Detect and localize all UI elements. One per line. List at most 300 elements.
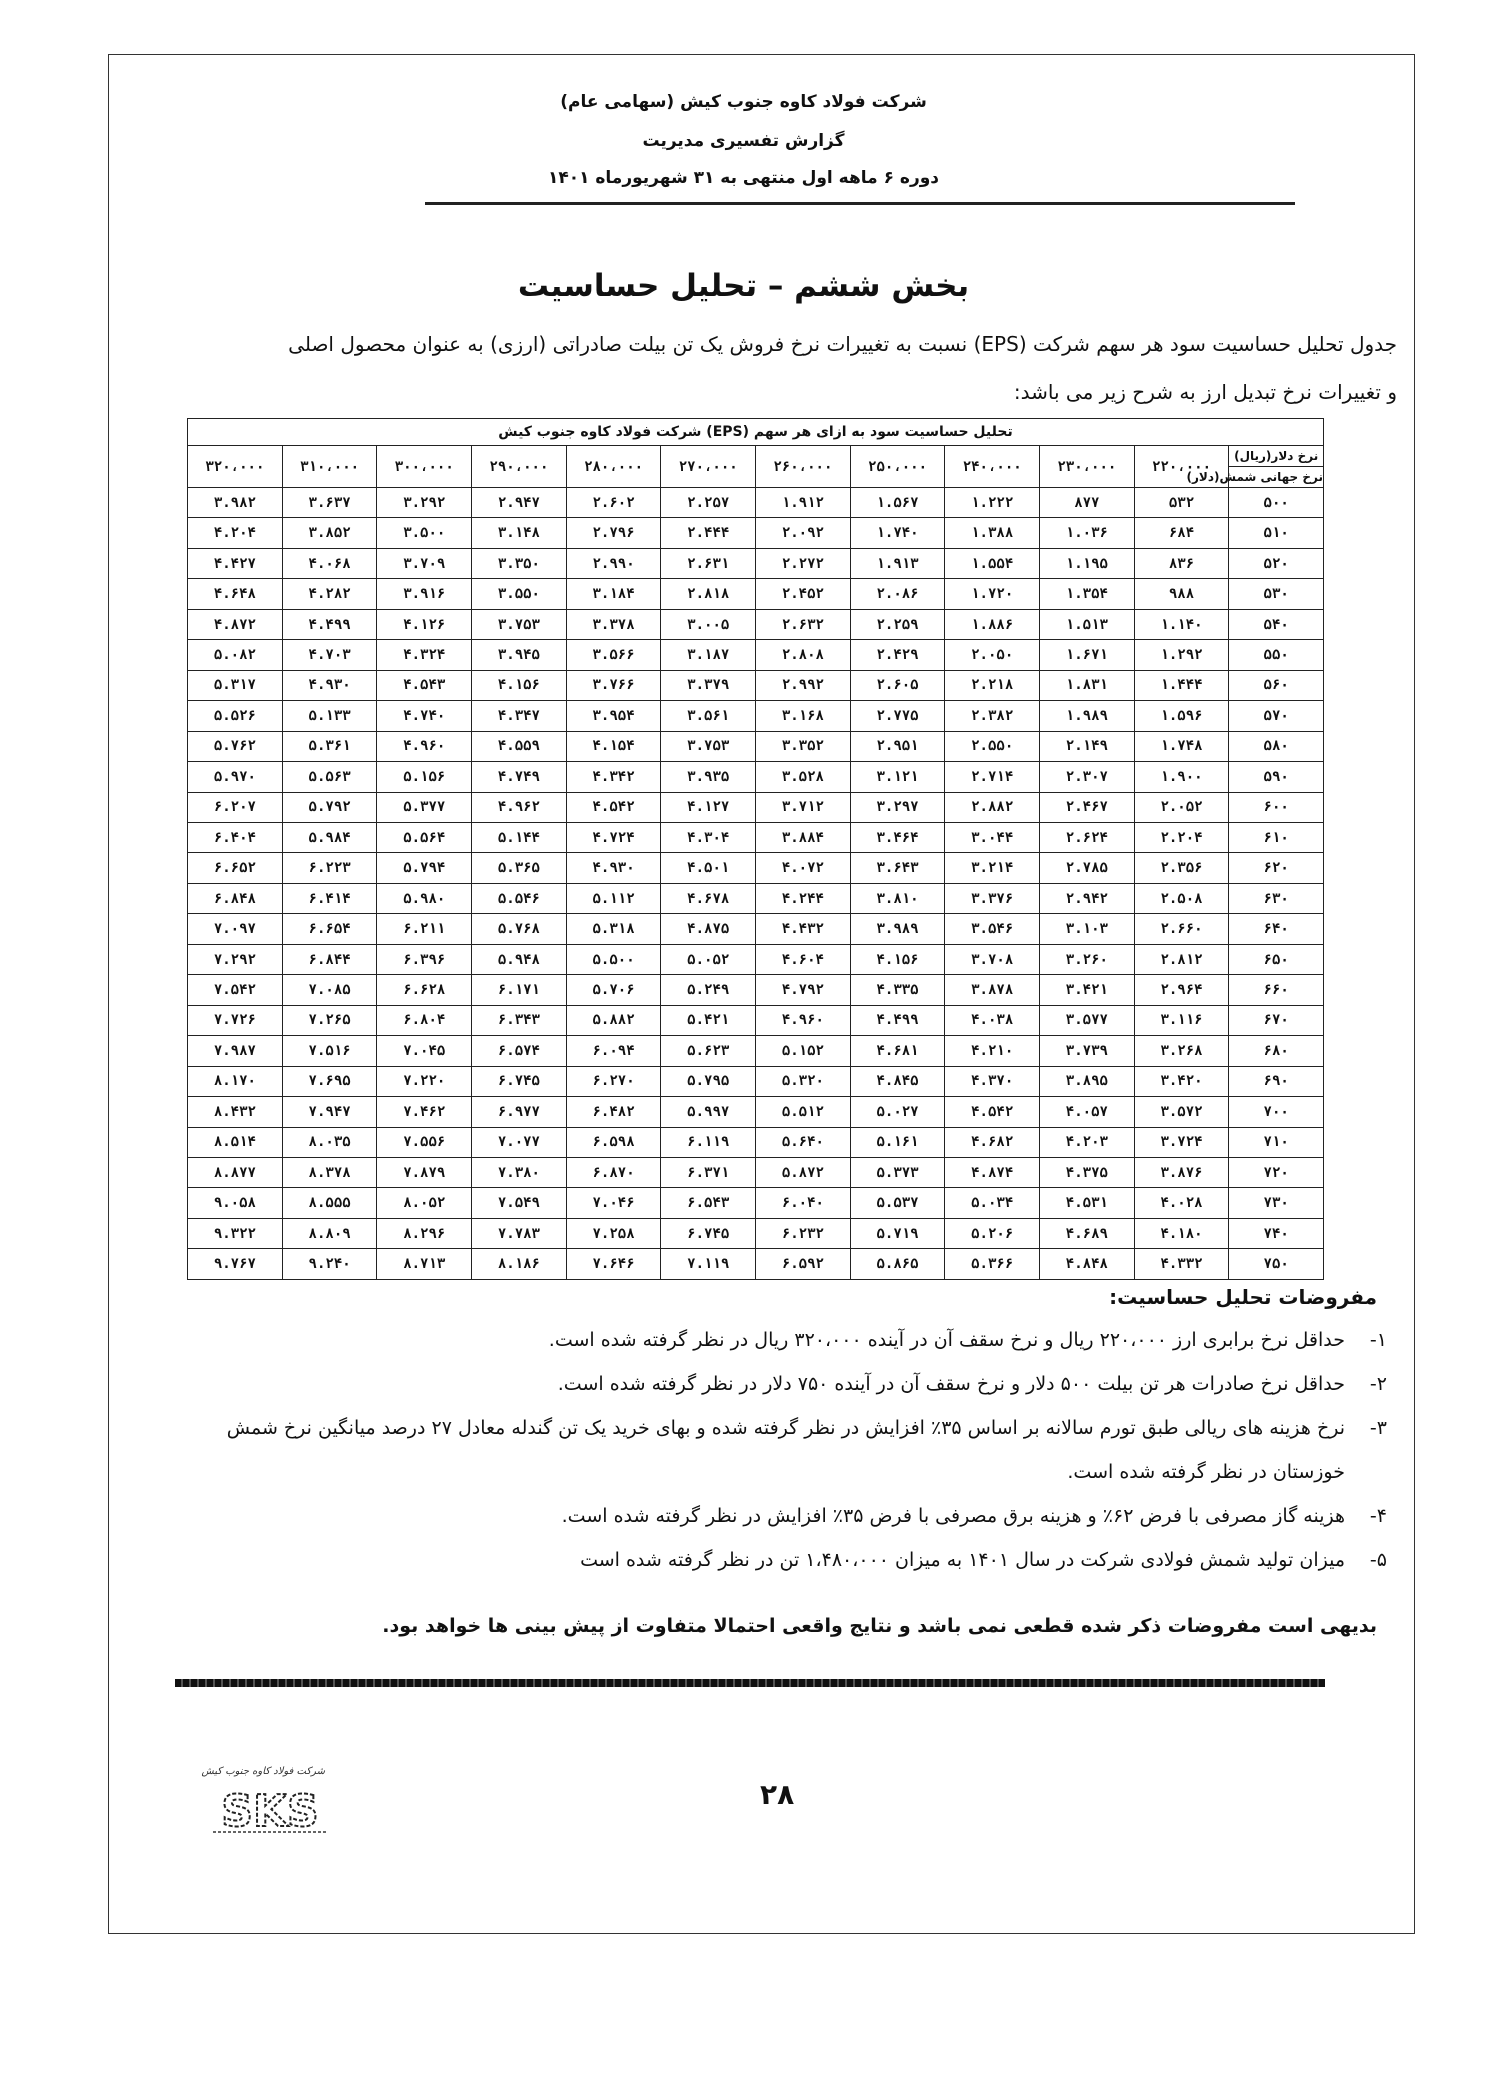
assumption-number: ۵-	[1369, 1549, 1387, 1571]
eps-cell: ۶.۸۴۴	[282, 944, 377, 974]
eps-cell: ۶.۴۰۴	[188, 822, 283, 852]
eps-cell: ۷.۷۸۳	[472, 1218, 567, 1248]
eps-cell: ۷.۶۹۵	[282, 1066, 377, 1096]
eps-cell: ۶.۱۷۱	[472, 975, 567, 1005]
eps-cell: ۲.۴۵۲	[756, 579, 851, 609]
eps-cell: ۵.۹۸۰	[377, 883, 472, 913]
eps-cell: ۳.۷۵۳	[472, 609, 567, 639]
eps-cell: ۱.۸۳۱	[1040, 670, 1135, 700]
eps-cell: ۵.۵۰۰	[566, 944, 661, 974]
eps-cell: ۳.۱۱۶	[1134, 1005, 1229, 1035]
eps-cell: ۲.۸۰۸	[756, 640, 851, 670]
table-corner-header	[1186, 446, 1324, 488]
eps-cell: ۱.۷۴۰	[850, 518, 945, 548]
eps-cell: ۴.۱۵۶	[472, 670, 567, 700]
eps-cell: ۸۳۶	[1134, 548, 1229, 578]
eps-cell: ۲.۶۳۱	[661, 548, 756, 578]
eps-cell: ۵.۳۶۵	[472, 853, 567, 883]
eps-cell: ۳.۸۹۵	[1040, 1066, 1135, 1096]
eps-cell: ۶.۵۹۸	[566, 1127, 661, 1157]
eps-cell: ۶.۲۲۳	[282, 853, 377, 883]
assumption-item	[177, 1538, 1387, 1582]
eps-cell: ۴.۰۳۸	[945, 1005, 1040, 1035]
eps-cell: ۲.۶۳۲	[756, 609, 851, 639]
eps-cell: ۷.۰۴۶	[566, 1188, 661, 1218]
billet-price-cell: ۵۹۰	[1229, 762, 1324, 792]
eps-cell: ۶.۳۷۱	[661, 1157, 756, 1187]
table-row	[188, 822, 1324, 852]
eps-cell: ۶.۶۲۸	[377, 975, 472, 1005]
eps-cell: ۴.۴۹۹	[282, 609, 377, 639]
eps-cell: ۴.۶۴۸	[188, 579, 283, 609]
assumption-number: ۳-	[1369, 1417, 1387, 1439]
billet-price-cell: ۵۳۰	[1229, 579, 1324, 609]
report-period: دوره ۶ ماهه اول منتهی به ۳۱ شهریورماه ۱۴۰۱	[547, 168, 940, 188]
eps-cell: ۶.۲۰۷	[188, 792, 283, 822]
corner-billet-price-label: نرخ جهانی شمش(دلار)	[1186, 470, 1323, 484]
eps-cell: ۵.۳۲۰	[756, 1066, 851, 1096]
eps-cell: ۳.۳۷۸	[566, 609, 661, 639]
eps-cell: ۱.۵۵۴	[945, 548, 1040, 578]
eps-cell: ۶.۴۱۴	[282, 883, 377, 913]
eps-cell: ۳.۷۰۹	[377, 548, 472, 578]
eps-cell: ۴.۳۳۵	[850, 975, 945, 1005]
eps-cell: ۴.۸۴۸	[1040, 1249, 1135, 1280]
table-row	[188, 1218, 1324, 1248]
eps-cell: ۳.۲۶۸	[1134, 1036, 1229, 1066]
eps-cell: ۴.۷۲۴	[566, 822, 661, 852]
table-row	[188, 1036, 1324, 1066]
eps-cell: ۱.۲۹۲	[1134, 640, 1229, 670]
eps-cell: ۸.۸۷۷	[188, 1157, 283, 1187]
eps-cell: ۲.۵۰۸	[1134, 883, 1229, 913]
billet-price-cell: ۵۰۰	[1229, 488, 1324, 518]
billet-price-cell: ۶۳۰	[1229, 883, 1324, 913]
table-row	[188, 1066, 1324, 1096]
table-header-row	[188, 446, 1324, 488]
table-row	[188, 640, 1324, 670]
eps-cell: ۳.۸۵۲	[282, 518, 377, 548]
billet-price-cell: ۵۴۰	[1229, 609, 1324, 639]
eps-cell: ۳.۷۶۶	[566, 670, 661, 700]
table-row	[188, 731, 1324, 761]
eps-cell: ۳.۸۸۴	[756, 822, 851, 852]
eps-cell: ۲.۲۰۴	[1134, 822, 1229, 852]
eps-cell: ۶.۲۱۱	[377, 914, 472, 944]
sensitivity-table	[187, 418, 1324, 1280]
eps-cell: ۹۸۸	[1134, 579, 1229, 609]
eps-cell: ۴.۶۸۲	[945, 1127, 1040, 1157]
eps-cell: ۵.۷۹۲	[282, 792, 377, 822]
eps-cell: ۷.۹۸۷	[188, 1036, 283, 1066]
eps-cell: ۶.۸۴۸	[188, 883, 283, 913]
eps-cell: ۲.۳۰۷	[1040, 762, 1135, 792]
eps-cell: ۶.۵۷۴	[472, 1036, 567, 1066]
billet-price-cell: ۷۵۰	[1229, 1249, 1324, 1280]
eps-cell: ۸.۸۰۹	[282, 1218, 377, 1248]
svg-text:شرکت فولاد کاوه جنوب کیش: شرکت فولاد کاوه جنوب کیش	[201, 1766, 325, 1777]
billet-price-cell: ۵۵۰	[1229, 640, 1324, 670]
eps-cell: ۲.۶۲۴	[1040, 822, 1135, 852]
eps-cell: ۵.۵۴۶	[472, 883, 567, 913]
eps-cell: ۴.۹۳۰	[566, 853, 661, 883]
table-row	[188, 762, 1324, 792]
eps-cell: ۵.۳۱۷	[188, 670, 283, 700]
eps-cell: ۴.۲۱۰	[945, 1036, 1040, 1066]
eps-cell: ۶.۱۱۹	[661, 1127, 756, 1157]
eps-cell: ۲.۸۸۲	[945, 792, 1040, 822]
eps-cell: ۴.۴۲۷	[188, 548, 283, 578]
dollar-rate-header: ۳۲۰،۰۰۰	[188, 446, 283, 488]
intro-line-2: و تغییرات نرخ تبدیل ارز به شرح زیر می باشد:	[1013, 380, 1397, 404]
eps-cell: ۳.۷۳۹	[1040, 1036, 1135, 1066]
eps-cell: ۳.۹۳۵	[661, 762, 756, 792]
eps-cell: ۱.۵۶۷	[850, 488, 945, 518]
eps-cell: ۹.۲۴۰	[282, 1249, 377, 1280]
eps-cell: ۵.۵۱۲	[756, 1097, 851, 1127]
eps-cell: ۴.۵۵۹	[472, 731, 567, 761]
billet-price-cell: ۵۱۰	[1229, 518, 1324, 548]
eps-cell: ۵.۷۰۶	[566, 975, 661, 1005]
billet-price-cell: ۷۱۰	[1229, 1127, 1324, 1157]
eps-cell: ۳.۳۷۶	[945, 883, 1040, 913]
eps-cell: ۵.۹۹۷	[661, 1097, 756, 1127]
eps-cell: ۵.۲۰۶	[945, 1218, 1040, 1248]
eps-cell: ۷.۲۵۸	[566, 1218, 661, 1248]
eps-cell: ۵.۵۲۶	[188, 701, 283, 731]
billet-price-cell: ۵۸۰	[1229, 731, 1324, 761]
eps-cell: ۲.۲۵۷	[661, 488, 756, 518]
eps-cell: ۳.۱۸۷	[661, 640, 756, 670]
eps-cell: ۶.۰۹۴	[566, 1036, 661, 1066]
eps-cell: ۴.۸۷۵	[661, 914, 756, 944]
eps-cell: ۴.۹۶۰	[756, 1005, 851, 1035]
eps-cell: ۴.۴۳۲	[756, 914, 851, 944]
eps-cell: ۳.۴۲۱	[1040, 975, 1135, 1005]
dollar-rate-header: ۳۱۰،۰۰۰	[282, 446, 377, 488]
eps-cell: ۵.۳۷۳	[850, 1157, 945, 1187]
eps-cell: ۵.۵۶۴	[377, 822, 472, 852]
eps-cell: ۵.۱۶۱	[850, 1127, 945, 1157]
eps-cell: ۲.۶۶۰	[1134, 914, 1229, 944]
eps-cell: ۴.۳۳۲	[1134, 1249, 1229, 1280]
eps-cell: ۳.۹۵۴	[566, 701, 661, 731]
eps-cell: ۷.۳۸۰	[472, 1157, 567, 1187]
eps-cell: ۸.۵۱۴	[188, 1127, 283, 1157]
assumption-number: ۱-	[1369, 1329, 1387, 1351]
eps-cell: ۷.۰۹۷	[188, 914, 283, 944]
eps-cell: ۱.۸۸۶	[945, 609, 1040, 639]
eps-cell: ۲.۰۹۲	[756, 518, 851, 548]
assumption-text: هزینه گاز مصرفی با فرض ۶۲٪ و هزینه برق مصرفی با فرض ۳۵٪ افزایش در نظر گرفته شده است.	[561, 1505, 1345, 1527]
billet-price-cell: ۶۲۰	[1229, 853, 1324, 883]
billet-price-cell: ۶۶۰	[1229, 975, 1324, 1005]
header-rule	[425, 202, 1295, 205]
eps-cell: ۲.۴۴۴	[661, 518, 756, 548]
eps-cell: ۵.۰۵۲	[661, 944, 756, 974]
eps-cell: ۵.۹۸۴	[282, 822, 377, 852]
eps-cell: ۵.۷۶۲	[188, 731, 283, 761]
eps-cell: ۷.۲۹۲	[188, 944, 283, 974]
eps-cell: ۸.۱۸۶	[472, 1249, 567, 1280]
eps-cell: ۵.۱۵۶	[377, 762, 472, 792]
eps-cell: ۷.۵۵۶	[377, 1127, 472, 1157]
eps-cell: ۳.۰۴۴	[945, 822, 1040, 852]
assumption-item	[177, 1406, 1387, 1494]
eps-cell: ۲.۰۵۲	[1134, 792, 1229, 822]
table-row	[188, 883, 1324, 913]
eps-cell: ۳.۸۷۸	[945, 975, 1040, 1005]
eps-cell: ۱.۹۸۹	[1040, 701, 1135, 731]
eps-cell: ۵۳۲	[1134, 488, 1229, 518]
billet-price-cell: ۶۰۰	[1229, 792, 1324, 822]
eps-cell: ۳.۵۴۶	[945, 914, 1040, 944]
table-row	[188, 488, 1324, 518]
eps-cell: ۸.۷۱۳	[377, 1249, 472, 1280]
svg-text:SKS: SKS	[221, 1786, 319, 1837]
eps-cell: ۶.۶۵۲	[188, 853, 283, 883]
eps-cell: ۳.۷۰۸	[945, 944, 1040, 974]
eps-cell: ۵.۳۱۸	[566, 914, 661, 944]
eps-cell: ۲.۷۹۶	[566, 518, 661, 548]
eps-cell: ۱.۹۱۲	[756, 488, 851, 518]
eps-cell: ۷.۲۶۵	[282, 1005, 377, 1035]
eps-cell: ۲.۴۶۷	[1040, 792, 1135, 822]
eps-cell: ۱.۴۴۴	[1134, 670, 1229, 700]
eps-cell: ۱.۷۴۸	[1134, 731, 1229, 761]
eps-cell: ۴.۸۴۵	[850, 1066, 945, 1096]
eps-cell: ۷.۷۲۶	[188, 1005, 283, 1035]
eps-cell: ۳.۷۵۳	[661, 731, 756, 761]
eps-cell: ۲.۶۰۲	[566, 488, 661, 518]
billet-price-cell: ۵۶۰	[1229, 670, 1324, 700]
eps-cell: ۳.۸۷۶	[1134, 1157, 1229, 1187]
eps-cell: ۷.۲۲۰	[377, 1066, 472, 1096]
eps-cell: ۵.۱۵۲	[756, 1036, 851, 1066]
eps-cell: ۳.۳۵۲	[756, 731, 851, 761]
assumption-text: حداقل نرخ صادرات هر تن بیلت ۵۰۰ دلار و نرخ سقف آن در آینده ۷۵۰ دلار در نظر گرفته شده است.	[557, 1373, 1345, 1395]
eps-cell: ۴.۵۰۱	[661, 853, 756, 883]
eps-cell: ۴.۲۰۳	[1040, 1127, 1135, 1157]
eps-cell: ۴.۱۵۶	[850, 944, 945, 974]
table-row	[188, 518, 1324, 548]
eps-cell: ۵.۹۴۸	[472, 944, 567, 974]
eps-cell: ۴.۲۸۲	[282, 579, 377, 609]
eps-cell: ۴.۸۷۲	[188, 609, 283, 639]
eps-cell: ۲.۹۹۰	[566, 548, 661, 578]
eps-cell: ۲.۸۱۸	[661, 579, 756, 609]
table-title: تحلیل حساسیت سود به ازای هر سهم (EPS) شرکت فولاد کاوه جنوب کیش	[188, 419, 1324, 446]
eps-cell: ۴.۶۸۹	[1040, 1218, 1135, 1248]
eps-cell: ۳.۰۰۵	[661, 609, 756, 639]
eps-cell: ۲.۲۱۸	[945, 670, 1040, 700]
eps-cell: ۵.۸۶۵	[850, 1249, 945, 1280]
eps-cell: ۵.۷۱۹	[850, 1218, 945, 1248]
eps-cell: ۷.۰۷۷	[472, 1127, 567, 1157]
disclaimer-note: بدیهی است مفروضات ذکر شده قطعی نمی باشد و نتایج واقعی احتمالا متفاوت از پیش بینی ها خواهد بود.	[382, 1615, 1377, 1637]
billet-price-cell: ۶۵۰	[1229, 944, 1324, 974]
eps-cell: ۳.۱۸۴	[566, 579, 661, 609]
eps-cell: ۴.۷۴۹	[472, 762, 567, 792]
eps-cell: ۳.۹۴۵	[472, 640, 567, 670]
eps-cell: ۳.۱۶۸	[756, 701, 851, 731]
eps-cell: ۶.۳۴۳	[472, 1005, 567, 1035]
eps-cell: ۴.۱۲۶	[377, 609, 472, 639]
billet-price-cell: ۶۷۰	[1229, 1005, 1324, 1035]
intro-line-1: جدول تحلیل حساسیت سود هر سهم شرکت (EPS) نسبت به تغییرات نرخ فروش یک تن بیلت صادراتی (ارزی) به عنوان محصول اصلی	[288, 332, 1397, 356]
dollar-rate-header: ۳۰۰،۰۰۰	[377, 446, 472, 488]
eps-cell: ۱.۶۷۱	[1040, 640, 1135, 670]
eps-cell: ۱.۱۴۰	[1134, 609, 1229, 639]
eps-cell: ۵.۳۶۱	[282, 731, 377, 761]
billet-price-cell: ۶۹۰	[1229, 1066, 1324, 1096]
eps-cell: ۳.۹۸۹	[850, 914, 945, 944]
eps-cell: ۴.۹۶۲	[472, 792, 567, 822]
eps-cell: ۱.۳۵۴	[1040, 579, 1135, 609]
billet-price-cell: ۷۲۰	[1229, 1157, 1324, 1187]
eps-cell: ۶.۲۳۲	[756, 1218, 851, 1248]
eps-cell: ۴.۶۰۴	[756, 944, 851, 974]
eps-cell: ۳.۲۱۴	[945, 853, 1040, 883]
eps-cell: ۵.۷۹۴	[377, 853, 472, 883]
table-row	[188, 1097, 1324, 1127]
eps-cell: ۷.۵۴۹	[472, 1188, 567, 1218]
eps-cell: ۵.۱۴۴	[472, 822, 567, 852]
eps-cell: ۲.۹۴۷	[472, 488, 567, 518]
eps-cell: ۲.۶۰۵	[850, 670, 945, 700]
eps-cell: ۵.۷۹۵	[661, 1066, 756, 1096]
eps-cell: ۴.۳۷۵	[1040, 1157, 1135, 1187]
eps-cell: ۱.۷۲۰	[945, 579, 1040, 609]
eps-cell: ۲.۸۱۲	[1134, 944, 1229, 974]
eps-cell: ۵.۳۶۶	[945, 1249, 1040, 1280]
eps-cell: ۶.۹۷۷	[472, 1097, 567, 1127]
eps-cell: ۴.۳۲۴	[377, 640, 472, 670]
eps-cell: ۴.۹۳۰	[282, 670, 377, 700]
eps-cell: ۴.۳۰۴	[661, 822, 756, 852]
eps-cell: ۶.۵۹۲	[756, 1249, 851, 1280]
eps-cell: ۴.۷۰۳	[282, 640, 377, 670]
billet-price-cell: ۵۲۰	[1229, 548, 1324, 578]
billet-price-cell: ۵۷۰	[1229, 701, 1324, 731]
eps-cell: ۸.۱۷۰	[188, 1066, 283, 1096]
eps-cell: ۵.۶۴۰	[756, 1127, 851, 1157]
eps-cell: ۶.۸۰۴	[377, 1005, 472, 1035]
eps-cell: ۳.۹۱۶	[377, 579, 472, 609]
eps-cell: ۵.۲۴۹	[661, 975, 756, 1005]
assumption-item	[177, 1494, 1387, 1538]
eps-cell: ۴.۷۴۰	[377, 701, 472, 731]
eps-cell: ۵.۰۲۷	[850, 1097, 945, 1127]
eps-cell: ۲.۹۹۲	[756, 670, 851, 700]
eps-cell: ۳.۳۷۹	[661, 670, 756, 700]
dollar-rate-header: ۲۶۰،۰۰۰	[756, 446, 851, 488]
eps-cell: ۴.۳۷۰	[945, 1066, 1040, 1096]
eps-cell: ۷.۹۴۷	[282, 1097, 377, 1127]
table-row	[188, 914, 1324, 944]
eps-cell: ۸.۳۷۸	[282, 1157, 377, 1187]
dollar-rate-header: ۲۸۰،۰۰۰	[566, 446, 661, 488]
eps-cell: ۷.۶۴۶	[566, 1249, 661, 1280]
billet-price-cell: ۷۴۰	[1229, 1218, 1324, 1248]
eps-cell: ۶.۲۷۰	[566, 1066, 661, 1096]
table-row	[188, 853, 1324, 883]
eps-cell: ۵.۰۳۴	[945, 1188, 1040, 1218]
eps-cell: ۴.۱۵۴	[566, 731, 661, 761]
eps-cell: ۲.۷۷۵	[850, 701, 945, 731]
eps-cell: ۲.۰۵۰	[945, 640, 1040, 670]
eps-cell: ۵.۴۲۱	[661, 1005, 756, 1035]
eps-cell: ۳.۱۲۱	[850, 762, 945, 792]
eps-cell: ۱.۵۱۳	[1040, 609, 1135, 639]
billet-price-cell: ۶۱۰	[1229, 822, 1324, 852]
assumption-number: ۲-	[1369, 1373, 1387, 1395]
eps-cell: ۴.۲۰۴	[188, 518, 283, 548]
corner-dollar-rate-label: نرخ دلار(ریال)	[1229, 446, 1323, 467]
table-row	[188, 579, 1324, 609]
report-title: گزارش تفسیری مدیریت	[642, 131, 845, 151]
eps-cell: ۲.۹۵۱	[850, 731, 945, 761]
eps-cell: ۴.۷۹۲	[756, 975, 851, 1005]
eps-cell: ۱.۹۰۰	[1134, 762, 1229, 792]
eps-cell: ۷.۸۷۹	[377, 1157, 472, 1187]
table-row	[188, 1157, 1324, 1187]
eps-cell: ۴.۵۴۲	[566, 792, 661, 822]
eps-cell: ۳.۵۰۰	[377, 518, 472, 548]
eps-cell: ۲.۷۸۵	[1040, 853, 1135, 883]
section-title: بخش ششم – تحلیل حساسیت	[517, 268, 970, 304]
table-row	[188, 1188, 1324, 1218]
eps-cell: ۲.۰۸۶	[850, 579, 945, 609]
table-row	[188, 975, 1324, 1005]
eps-cell: ۴.۳۴۲	[566, 762, 661, 792]
billet-price-cell: ۶۸۰	[1229, 1036, 1324, 1066]
eps-cell: ۵.۳۷۷	[377, 792, 472, 822]
eps-cell: ۸.۵۵۵	[282, 1188, 377, 1218]
eps-cell: ۲.۷۱۴	[945, 762, 1040, 792]
assumptions-title: مفروضات تحلیل حساسیت:	[1109, 1285, 1377, 1309]
eps-cell: ۴.۰۵۷	[1040, 1097, 1135, 1127]
eps-cell: ۳.۸۱۰	[850, 883, 945, 913]
eps-cell: ۵.۸۸۲	[566, 1005, 661, 1035]
assumptions-list	[177, 1318, 1387, 1582]
eps-cell: ۵.۶۲۳	[661, 1036, 756, 1066]
eps-cell: ۱.۳۸۸	[945, 518, 1040, 548]
table-row	[188, 1005, 1324, 1035]
eps-cell: ۵.۱۱۲	[566, 883, 661, 913]
eps-cell: ۴.۱۲۷	[661, 792, 756, 822]
dollar-rate-header: ۲۲۰،۰۰۰	[1134, 446, 1229, 488]
eps-cell: ۹.۳۲۲	[188, 1218, 283, 1248]
assumption-text: حداقل نرخ برابری ارز ۲۲۰،۰۰۰ ریال و نرخ سقف آن در آینده ۳۲۰،۰۰۰ ریال در نظر گرفته شده است.	[548, 1329, 1345, 1351]
table-row	[188, 609, 1324, 639]
eps-cell: ۶.۳۹۶	[377, 944, 472, 974]
eps-cell: ۳.۴۲۰	[1134, 1066, 1229, 1096]
eps-cell: ۳.۶۴۳	[850, 853, 945, 883]
eps-cell: ۹.۰۵۸	[188, 1188, 283, 1218]
assumption-text: نرخ هزینه های ریالی طبق تورم سالانه بر اساس ۳۵٪ افزایش در نظر گرفته شده و بهای خرید یک تن گندله معادل ۲۷ درصد میانگین نرخ شمش خوزستان در نظر گرفته شده است.	[226, 1417, 1345, 1483]
eps-cell: ۴.۳۴۷	[472, 701, 567, 731]
eps-cell: ۴.۱۸۰	[1134, 1218, 1229, 1248]
table-row	[188, 701, 1324, 731]
eps-cell: ۲.۳۵۶	[1134, 853, 1229, 883]
eps-cell: ۳.۲۹۷	[850, 792, 945, 822]
eps-cell: ۲.۵۵۰	[945, 731, 1040, 761]
eps-cell: ۶۸۴	[1134, 518, 1229, 548]
assumption-text: میزان تولید شمش فولادی شرکت در سال ۱۴۰۱ به میزان ۱،۴۸۰،۰۰۰ تن در نظر گرفته شده است	[580, 1549, 1345, 1571]
eps-cell: ۶.۴۸۲	[566, 1097, 661, 1127]
footer-rule	[175, 1679, 1325, 1687]
